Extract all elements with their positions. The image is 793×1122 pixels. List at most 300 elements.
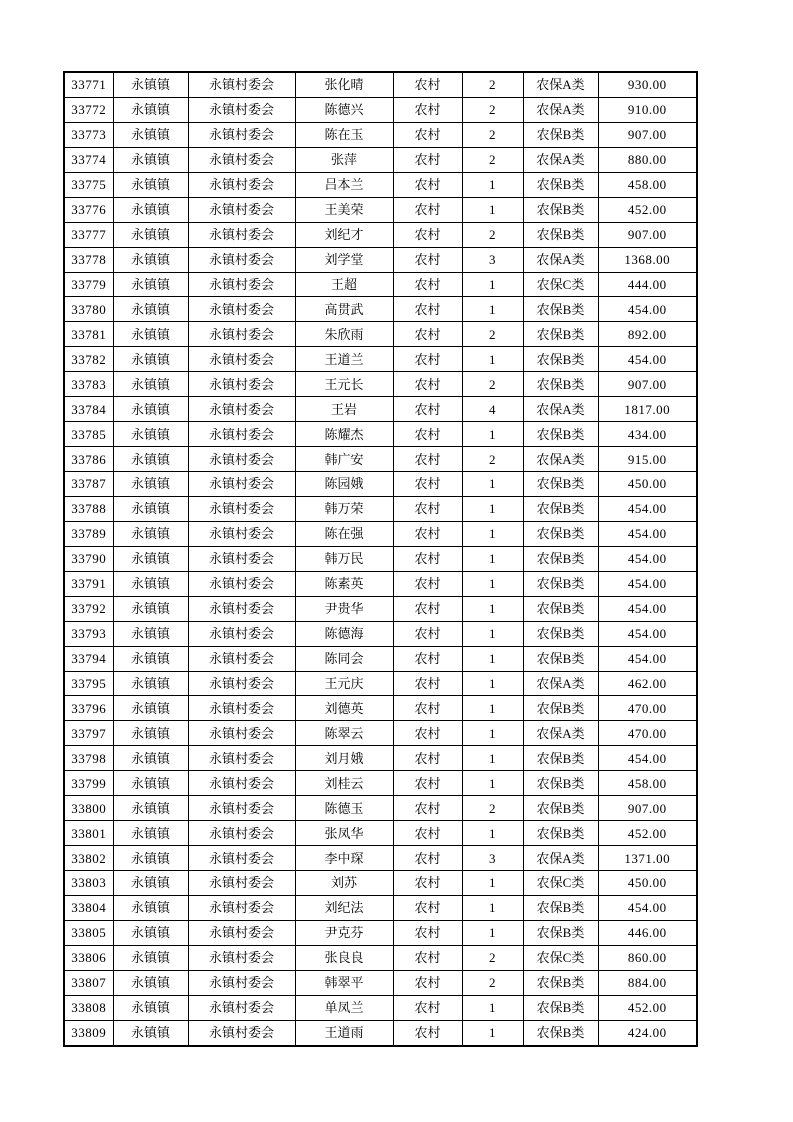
cell-id: 33778 — [64, 247, 113, 272]
cell-town: 永镇镇 — [113, 272, 188, 297]
cell-id: 33774 — [64, 147, 113, 172]
table-row — [64, 222, 697, 247]
cell-category: 农保B类 — [523, 895, 598, 920]
cell-category: 农保A类 — [523, 671, 598, 696]
cell-count: 2 — [462, 447, 523, 472]
cell-name: 王岩 — [295, 397, 393, 422]
cell-name: 陈在玉 — [295, 122, 393, 147]
cell-id: 33806 — [64, 945, 113, 970]
cell-town: 永镇镇 — [113, 846, 188, 871]
cell-name: 刘月娥 — [295, 746, 393, 771]
cell-count: 1 — [462, 596, 523, 621]
cell-count: 1 — [462, 746, 523, 771]
cell-id: 33805 — [64, 920, 113, 945]
cell-count: 1 — [462, 895, 523, 920]
cell-village: 永镇村委会 — [188, 197, 295, 222]
cell-village: 永镇村委会 — [188, 596, 295, 621]
cell-village: 永镇村委会 — [188, 945, 295, 970]
cell-id: 33773 — [64, 122, 113, 147]
cell-id: 33772 — [64, 97, 113, 122]
cell-town: 永镇镇 — [113, 1020, 188, 1045]
cell-village: 永镇村委会 — [188, 347, 295, 372]
table-row — [64, 696, 697, 721]
table-row — [64, 97, 697, 122]
cell-amount: 454.00 — [598, 347, 697, 372]
table-row — [64, 995, 697, 1020]
table-row — [64, 372, 697, 397]
cell-count: 1 — [462, 821, 523, 846]
cell-amount: 454.00 — [598, 646, 697, 671]
cell-id: 33800 — [64, 796, 113, 821]
table-row — [64, 347, 697, 372]
cell-town: 永镇镇 — [113, 995, 188, 1020]
cell-type: 农村 — [393, 97, 462, 122]
cell-town: 永镇镇 — [113, 571, 188, 596]
cell-village: 永镇村委会 — [188, 272, 295, 297]
cell-name: 张化晴 — [295, 72, 393, 97]
cell-village: 永镇村委会 — [188, 222, 295, 247]
table-row — [64, 671, 697, 696]
table-row — [64, 422, 697, 447]
cell-amount: 907.00 — [598, 372, 697, 397]
table-row — [64, 297, 697, 322]
cell-village: 永镇村委会 — [188, 372, 295, 397]
cell-count: 2 — [462, 222, 523, 247]
cell-type: 农村 — [393, 970, 462, 995]
cell-amount: 444.00 — [598, 272, 697, 297]
cell-village: 永镇村委会 — [188, 447, 295, 472]
cell-amount: 458.00 — [598, 771, 697, 796]
cell-id: 33801 — [64, 821, 113, 846]
cell-type: 农村 — [393, 646, 462, 671]
cell-category: 农保B类 — [523, 596, 598, 621]
cell-count: 1 — [462, 546, 523, 571]
cell-town: 永镇镇 — [113, 945, 188, 970]
cell-id: 33780 — [64, 297, 113, 322]
cell-count: 1 — [462, 496, 523, 521]
cell-type: 农村 — [393, 372, 462, 397]
cell-amount: 930.00 — [598, 72, 697, 97]
table-row — [64, 496, 697, 521]
cell-type: 农村 — [393, 297, 462, 322]
cell-name: 陈耀杰 — [295, 422, 393, 447]
cell-town: 永镇镇 — [113, 72, 188, 97]
cell-name: 陈素英 — [295, 571, 393, 596]
cell-category: 农保B类 — [523, 372, 598, 397]
table-row — [64, 771, 697, 796]
cell-name: 王道兰 — [295, 347, 393, 372]
cell-category: 农保A类 — [523, 397, 598, 422]
cell-name: 王元长 — [295, 372, 393, 397]
cell-id: 33784 — [64, 397, 113, 422]
cell-town: 永镇镇 — [113, 347, 188, 372]
cell-name: 吕本兰 — [295, 172, 393, 197]
cell-category: 农保B类 — [523, 322, 598, 347]
table-row — [64, 1020, 697, 1045]
cell-amount: 446.00 — [598, 920, 697, 945]
cell-id: 33796 — [64, 696, 113, 721]
table-body — [64, 72, 697, 1046]
cell-count: 1 — [462, 646, 523, 671]
cell-village: 永镇村委会 — [188, 546, 295, 571]
cell-name: 陈在强 — [295, 521, 393, 546]
cell-amount: 434.00 — [598, 422, 697, 447]
cell-village: 永镇村委会 — [188, 895, 295, 920]
cell-town: 永镇镇 — [113, 970, 188, 995]
cell-amount: 860.00 — [598, 945, 697, 970]
cell-name: 陈德兴 — [295, 97, 393, 122]
cell-town: 永镇镇 — [113, 222, 188, 247]
cell-count: 1 — [462, 621, 523, 646]
cell-category: 农保B类 — [523, 472, 598, 497]
table-row — [64, 871, 697, 896]
cell-village: 永镇村委会 — [188, 97, 295, 122]
cell-amount: 910.00 — [598, 97, 697, 122]
cell-amount: 907.00 — [598, 796, 697, 821]
cell-village: 永镇村委会 — [188, 122, 295, 147]
cell-amount: 1371.00 — [598, 846, 697, 871]
cell-village: 永镇村委会 — [188, 247, 295, 272]
cell-category: 农保B类 — [523, 222, 598, 247]
cell-category: 农保A类 — [523, 147, 598, 172]
cell-town: 永镇镇 — [113, 472, 188, 497]
cell-count: 1 — [462, 172, 523, 197]
cell-type: 农村 — [393, 147, 462, 172]
cell-count: 1 — [462, 721, 523, 746]
cell-id: 33781 — [64, 322, 113, 347]
cell-count: 1 — [462, 347, 523, 372]
cell-category: 农保A类 — [523, 447, 598, 472]
cell-village: 永镇村委会 — [188, 821, 295, 846]
cell-category: 农保B类 — [523, 571, 598, 596]
cell-name: 刘苏 — [295, 871, 393, 896]
cell-amount: 424.00 — [598, 1020, 697, 1045]
cell-type: 农村 — [393, 247, 462, 272]
cell-count: 1 — [462, 995, 523, 1020]
cell-type: 农村 — [393, 721, 462, 746]
cell-count: 1 — [462, 472, 523, 497]
cell-type: 农村 — [393, 347, 462, 372]
cell-type: 农村 — [393, 546, 462, 571]
cell-town: 永镇镇 — [113, 621, 188, 646]
cell-count: 1 — [462, 920, 523, 945]
cell-name: 韩万荣 — [295, 496, 393, 521]
cell-category: 农保B类 — [523, 172, 598, 197]
cell-count: 2 — [462, 97, 523, 122]
cell-name: 韩翠平 — [295, 970, 393, 995]
table-row — [64, 621, 697, 646]
cell-id: 33782 — [64, 347, 113, 372]
cell-village: 永镇村委会 — [188, 521, 295, 546]
table-row — [64, 721, 697, 746]
cell-id: 33776 — [64, 197, 113, 222]
table-row — [64, 796, 697, 821]
cell-amount: 907.00 — [598, 122, 697, 147]
table-row — [64, 970, 697, 995]
cell-town: 永镇镇 — [113, 746, 188, 771]
cell-village: 永镇村委会 — [188, 671, 295, 696]
cell-count: 1 — [462, 272, 523, 297]
cell-amount: 454.00 — [598, 521, 697, 546]
cell-name: 王美荣 — [295, 197, 393, 222]
cell-village: 永镇村委会 — [188, 496, 295, 521]
cell-town: 永镇镇 — [113, 920, 188, 945]
cell-town: 永镇镇 — [113, 397, 188, 422]
cell-category: 农保A类 — [523, 72, 598, 97]
cell-name: 朱欣雨 — [295, 322, 393, 347]
table-row — [64, 197, 697, 222]
cell-type: 农村 — [393, 821, 462, 846]
cell-type: 农村 — [393, 945, 462, 970]
cell-category: 农保B类 — [523, 422, 598, 447]
table-row — [64, 571, 697, 596]
cell-type: 农村 — [393, 871, 462, 896]
cell-id: 33799 — [64, 771, 113, 796]
cell-amount: 452.00 — [598, 821, 697, 846]
cell-name: 韩万民 — [295, 546, 393, 571]
cell-village: 永镇村委会 — [188, 970, 295, 995]
cell-amount: 450.00 — [598, 472, 697, 497]
cell-count: 4 — [462, 397, 523, 422]
table-row — [64, 521, 697, 546]
cell-village: 永镇村委会 — [188, 796, 295, 821]
cell-count: 2 — [462, 72, 523, 97]
cell-type: 农村 — [393, 920, 462, 945]
cell-type: 农村 — [393, 72, 462, 97]
cell-amount: 907.00 — [598, 222, 697, 247]
cell-name: 尹克芬 — [295, 920, 393, 945]
cell-category: 农保B类 — [523, 696, 598, 721]
cell-type: 农村 — [393, 322, 462, 347]
cell-id: 33797 — [64, 721, 113, 746]
cell-amount: 884.00 — [598, 970, 697, 995]
cell-category: 农保C类 — [523, 272, 598, 297]
cell-town: 永镇镇 — [113, 147, 188, 172]
cell-type: 农村 — [393, 447, 462, 472]
cell-amount: 454.00 — [598, 746, 697, 771]
cell-type: 农村 — [393, 571, 462, 596]
cell-category: 农保B类 — [523, 746, 598, 771]
cell-amount: 454.00 — [598, 621, 697, 646]
cell-category: 农保B类 — [523, 297, 598, 322]
cell-name: 张萍 — [295, 147, 393, 172]
cell-category: 农保A类 — [523, 247, 598, 272]
cell-type: 农村 — [393, 472, 462, 497]
cell-name: 尹贵华 — [295, 596, 393, 621]
cell-name: 张良良 — [295, 945, 393, 970]
cell-id: 33809 — [64, 1020, 113, 1045]
cell-town: 永镇镇 — [113, 322, 188, 347]
cell-name: 陈园娥 — [295, 472, 393, 497]
cell-id: 33786 — [64, 447, 113, 472]
cell-type: 农村 — [393, 671, 462, 696]
table-row — [64, 172, 697, 197]
cell-town: 永镇镇 — [113, 247, 188, 272]
cell-village: 永镇村委会 — [188, 621, 295, 646]
cell-amount: 454.00 — [598, 596, 697, 621]
cell-village: 永镇村委会 — [188, 871, 295, 896]
cell-category: 农保B类 — [523, 995, 598, 1020]
cell-village: 永镇村委会 — [188, 746, 295, 771]
cell-name: 陈德玉 — [295, 796, 393, 821]
cell-type: 农村 — [393, 596, 462, 621]
table-row — [64, 122, 697, 147]
cell-amount: 454.00 — [598, 297, 697, 322]
cell-category: 农保B类 — [523, 521, 598, 546]
cell-type: 农村 — [393, 746, 462, 771]
cell-town: 永镇镇 — [113, 696, 188, 721]
cell-category: 农保B类 — [523, 546, 598, 571]
cell-id: 33791 — [64, 571, 113, 596]
cell-amount: 458.00 — [598, 172, 697, 197]
cell-count: 1 — [462, 521, 523, 546]
cell-count: 1 — [462, 197, 523, 222]
cell-count: 2 — [462, 372, 523, 397]
cell-village: 永镇村委会 — [188, 72, 295, 97]
cell-town: 永镇镇 — [113, 521, 188, 546]
cell-type: 农村 — [393, 995, 462, 1020]
cell-type: 农村 — [393, 696, 462, 721]
cell-category: 农保B类 — [523, 920, 598, 945]
cell-town: 永镇镇 — [113, 372, 188, 397]
cell-amount: 454.00 — [598, 571, 697, 596]
cell-count: 2 — [462, 796, 523, 821]
cell-count: 2 — [462, 122, 523, 147]
cell-town: 永镇镇 — [113, 422, 188, 447]
cell-count: 2 — [462, 945, 523, 970]
cell-village: 永镇村委会 — [188, 1020, 295, 1045]
cell-amount: 450.00 — [598, 871, 697, 896]
cell-id: 33807 — [64, 970, 113, 995]
cell-category: 农保C类 — [523, 871, 598, 896]
cell-category: 农保A类 — [523, 846, 598, 871]
cell-name: 刘桂云 — [295, 771, 393, 796]
cell-category: 农保B类 — [523, 970, 598, 995]
cell-name: 单凤兰 — [295, 995, 393, 1020]
cell-village: 永镇村委会 — [188, 995, 295, 1020]
cell-village: 永镇村委会 — [188, 397, 295, 422]
cell-name: 王元庆 — [295, 671, 393, 696]
cell-town: 永镇镇 — [113, 496, 188, 521]
cell-count: 1 — [462, 297, 523, 322]
cell-id: 33795 — [64, 671, 113, 696]
cell-town: 永镇镇 — [113, 122, 188, 147]
cell-name: 陈翠云 — [295, 721, 393, 746]
cell-name: 刘学堂 — [295, 247, 393, 272]
table-row — [64, 920, 697, 945]
cell-id: 33779 — [64, 272, 113, 297]
table-row — [64, 646, 697, 671]
cell-village: 永镇村委会 — [188, 172, 295, 197]
cell-town: 永镇镇 — [113, 671, 188, 696]
cell-village: 永镇村委会 — [188, 571, 295, 596]
cell-name: 陈德海 — [295, 621, 393, 646]
cell-town: 永镇镇 — [113, 546, 188, 571]
cell-count: 1 — [462, 1020, 523, 1045]
cell-name: 高贯武 — [295, 297, 393, 322]
table-row — [64, 447, 697, 472]
cell-village: 永镇村委会 — [188, 846, 295, 871]
cell-id: 33789 — [64, 521, 113, 546]
cell-village: 永镇村委会 — [188, 422, 295, 447]
cell-type: 农村 — [393, 895, 462, 920]
cell-amount: 462.00 — [598, 671, 697, 696]
cell-town: 永镇镇 — [113, 796, 188, 821]
cell-town: 永镇镇 — [113, 297, 188, 322]
cell-town: 永镇镇 — [113, 596, 188, 621]
cell-count: 1 — [462, 871, 523, 896]
cell-count: 1 — [462, 422, 523, 447]
cell-id: 33792 — [64, 596, 113, 621]
table-row — [64, 821, 697, 846]
cell-amount: 452.00 — [598, 995, 697, 1020]
cell-id: 33775 — [64, 172, 113, 197]
cell-category: 农保B类 — [523, 771, 598, 796]
cell-village: 永镇村委会 — [188, 472, 295, 497]
cell-type: 农村 — [393, 846, 462, 871]
cell-id: 33788 — [64, 496, 113, 521]
cell-name: 刘德英 — [295, 696, 393, 721]
cell-name: 陈同会 — [295, 646, 393, 671]
cell-category: 农保B类 — [523, 496, 598, 521]
cell-town: 永镇镇 — [113, 871, 188, 896]
cell-town: 永镇镇 — [113, 821, 188, 846]
cell-village: 永镇村委会 — [188, 721, 295, 746]
cell-village: 永镇村委会 — [188, 920, 295, 945]
cell-category: 农保B类 — [523, 621, 598, 646]
cell-village: 永镇村委会 — [188, 696, 295, 721]
cell-count: 2 — [462, 322, 523, 347]
cell-id: 33798 — [64, 746, 113, 771]
cell-type: 农村 — [393, 621, 462, 646]
cell-category: 农保B类 — [523, 122, 598, 147]
cell-id: 33793 — [64, 621, 113, 646]
cell-category: 农保A类 — [523, 721, 598, 746]
cell-town: 永镇镇 — [113, 771, 188, 796]
table-row — [64, 147, 697, 172]
pension-roster-table — [63, 71, 698, 1047]
cell-type: 农村 — [393, 521, 462, 546]
cell-village: 永镇村委会 — [188, 147, 295, 172]
cell-count: 1 — [462, 696, 523, 721]
cell-town: 永镇镇 — [113, 97, 188, 122]
cell-town: 永镇镇 — [113, 721, 188, 746]
cell-count: 2 — [462, 147, 523, 172]
cell-town: 永镇镇 — [113, 447, 188, 472]
cell-type: 农村 — [393, 422, 462, 447]
table-row — [64, 846, 697, 871]
cell-type: 农村 — [393, 796, 462, 821]
cell-id: 33802 — [64, 846, 113, 871]
cell-amount: 454.00 — [598, 895, 697, 920]
cell-village: 永镇村委会 — [188, 322, 295, 347]
cell-name: 韩广安 — [295, 447, 393, 472]
table-row — [64, 596, 697, 621]
cell-id: 33790 — [64, 546, 113, 571]
cell-id: 33787 — [64, 472, 113, 497]
cell-category: 农保A类 — [523, 97, 598, 122]
cell-count: 2 — [462, 970, 523, 995]
table-row — [64, 397, 697, 422]
cell-town: 永镇镇 — [113, 895, 188, 920]
cell-amount: 1817.00 — [598, 397, 697, 422]
cell-type: 农村 — [393, 197, 462, 222]
table-row — [64, 746, 697, 771]
table-row — [64, 546, 697, 571]
table-row — [64, 247, 697, 272]
cell-category: 农保B类 — [523, 821, 598, 846]
table-row — [64, 322, 697, 347]
